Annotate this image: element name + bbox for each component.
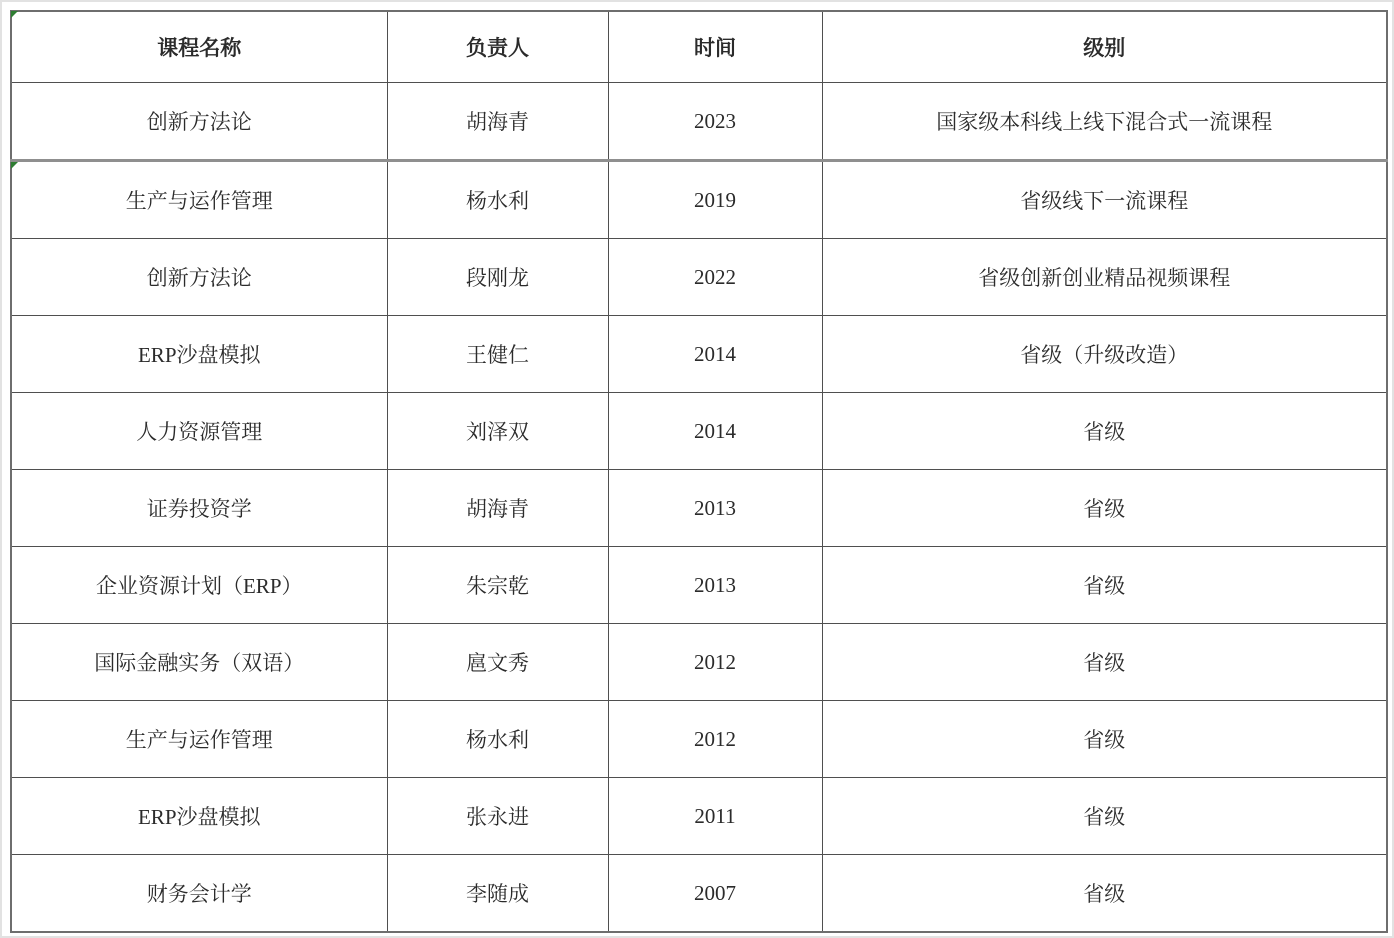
column-header-leader: 负责人 bbox=[387, 11, 608, 83]
table-row bbox=[11, 393, 1387, 470]
leader-cell: 胡海青 bbox=[387, 470, 608, 547]
leader-cell: 刘泽双 bbox=[387, 393, 608, 470]
level-cell: 国家级本科线上线下混合式一流课程 bbox=[822, 83, 1387, 161]
year-cell: 2011 bbox=[608, 778, 822, 855]
course-name-cell: 人力资源管理 bbox=[11, 393, 387, 470]
table-row bbox=[11, 239, 1387, 316]
year-cell: 2012 bbox=[608, 624, 822, 701]
course-name-cell: 创新方法论 bbox=[11, 239, 387, 316]
course-name-cell: 创新方法论 bbox=[11, 83, 387, 161]
leader-cell: 朱宗乾 bbox=[387, 547, 608, 624]
table-row bbox=[11, 855, 1387, 933]
year-cell: 2014 bbox=[608, 393, 822, 470]
green-triangle-icon bbox=[11, 11, 18, 18]
level-cell: 省级 bbox=[822, 624, 1387, 701]
level-cell: 省级（升级改造） bbox=[822, 316, 1387, 393]
year-cell: 2013 bbox=[608, 470, 822, 547]
year-cell: 2019 bbox=[608, 161, 822, 239]
leader-cell: 扈文秀 bbox=[387, 624, 608, 701]
table-row bbox=[11, 161, 1387, 239]
column-header-level: 级别 bbox=[822, 11, 1387, 83]
leader-cell: 杨水利 bbox=[387, 161, 608, 239]
level-cell: 省级 bbox=[822, 855, 1387, 933]
leader-cell: 段刚龙 bbox=[387, 239, 608, 316]
level-cell: 省级 bbox=[822, 547, 1387, 624]
year-cell: 2012 bbox=[608, 701, 822, 778]
level-cell: 省级线下一流课程 bbox=[822, 161, 1387, 239]
level-cell: 省级 bbox=[822, 701, 1387, 778]
table-row bbox=[11, 316, 1387, 393]
leader-cell: 张永进 bbox=[387, 778, 608, 855]
year-cell: 2023 bbox=[608, 83, 822, 161]
level-cell: 省级 bbox=[822, 393, 1387, 470]
leader-cell: 王健仁 bbox=[387, 316, 608, 393]
table-row bbox=[11, 701, 1387, 778]
leader-cell: 李随成 bbox=[387, 855, 608, 933]
year-cell: 2013 bbox=[608, 547, 822, 624]
year-cell: 2014 bbox=[608, 316, 822, 393]
level-cell: 省级 bbox=[822, 470, 1387, 547]
course-name-cell: 国际金融实务（双语） bbox=[11, 624, 387, 701]
course-name-cell: ERP沙盘模拟 bbox=[11, 778, 387, 855]
level-cell: 省级 bbox=[822, 778, 1387, 855]
table-row bbox=[11, 83, 1387, 161]
course-name-cell: ERP沙盘模拟 bbox=[11, 316, 387, 393]
course-name-cell: 生产与运作管理 bbox=[11, 161, 387, 239]
column-header-course-name: 课程名称 bbox=[11, 11, 387, 83]
level-cell: 省级创新创业精品视频课程 bbox=[822, 239, 1387, 316]
leader-cell: 杨水利 bbox=[387, 701, 608, 778]
course-name-cell: 企业资源计划（ERP） bbox=[11, 547, 387, 624]
table-row bbox=[11, 470, 1387, 547]
year-cell: 2022 bbox=[608, 239, 822, 316]
green-triangle-icon bbox=[11, 162, 18, 169]
header-row bbox=[11, 11, 1387, 83]
course-name-cell: 生产与运作管理 bbox=[11, 701, 387, 778]
column-header-year: 时间 bbox=[608, 11, 822, 83]
table-row bbox=[11, 624, 1387, 701]
table-row bbox=[11, 547, 1387, 624]
year-cell: 2007 bbox=[608, 855, 822, 933]
leader-cell: 胡海青 bbox=[387, 83, 608, 161]
courses-table bbox=[10, 10, 1388, 933]
course-name-cell: 财务会计学 bbox=[11, 855, 387, 933]
table-row bbox=[11, 778, 1387, 855]
course-name-cell: 证券投资学 bbox=[11, 470, 387, 547]
